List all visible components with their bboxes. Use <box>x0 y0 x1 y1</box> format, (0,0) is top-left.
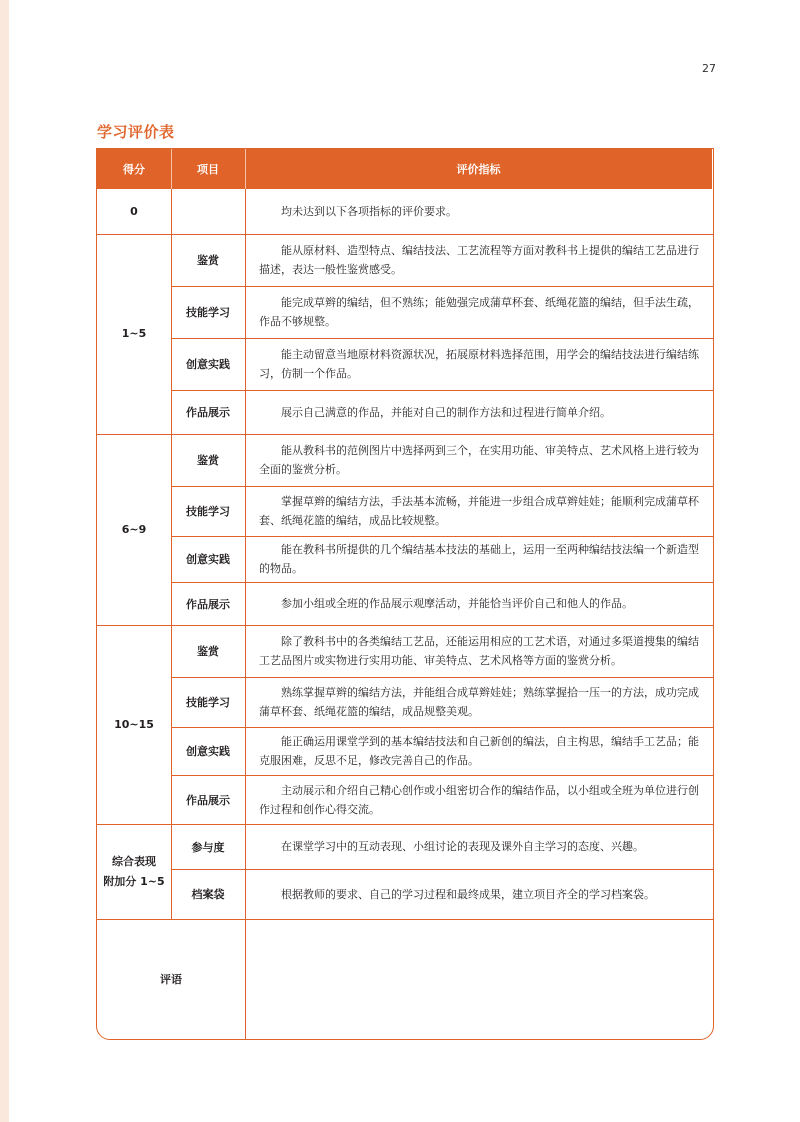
criteria-cell <box>245 434 712 486</box>
criteria-cell <box>245 189 712 234</box>
page-title: 学习评价表 <box>97 123 175 141</box>
item-cell: 技能学习 <box>186 505 230 518</box>
criteria-text: 主动展示和介绍自己精心创作或小组密切合作的编结作品，以小组或全班为单位进行创作过程和创作心得交流。 <box>259 783 699 816</box>
score-cell: 6~9 <box>121 522 147 536</box>
header-criteria: 评价指标 <box>245 149 712 189</box>
score-cell <box>97 824 171 919</box>
page-number: 27 <box>702 62 716 75</box>
criteria-cell <box>245 390 712 434</box>
item-cell: 鉴赏 <box>197 254 219 267</box>
criteria-text: 除了教科书中的各类编结工艺品，还能运用相应的工艺术语，对通过多渠道搜集的编结工艺品图片或实物进行实用功能、审美特点、艺术风格等方面的鉴赏分析。 <box>259 635 699 667</box>
criteria-text: 参加小组或全班的作品展示观摩活动，并能恰当评价自己和他人的作品。 <box>281 597 633 610</box>
criteria-text: 在课堂学习中的互动表现、小组讨论的表现及课外自主学习的态度、兴趣。 <box>281 840 644 853</box>
criteria-cell <box>245 775 712 824</box>
header-divider <box>245 149 246 189</box>
side-strip <box>0 0 9 1122</box>
item-cell: 参与度 <box>191 840 225 854</box>
score-label: 综合表现 <box>112 854 156 868</box>
criteria-text: 能主动留意当地原材料资源状况，拓展原材料选择范围，用学会的编结技法进行编结练习，仿制一个作品。 <box>259 348 699 380</box>
criteria-cell <box>245 727 712 775</box>
score-cell: 10~15 <box>114 717 154 731</box>
criteria-text: 熟练掌握草辫的编结方法，并能组合成草辫娃娃；熟练掌握拾一压一的方法，成功完成蒲草杯套、纸绳花篮的编结，成品规整美观。 <box>259 686 699 718</box>
criteria-cell <box>245 286 712 338</box>
item-cell: 鉴赏 <box>197 454 219 467</box>
item-cell: 创意实践 <box>186 553 230 566</box>
item-cell: 创意实践 <box>186 358 230 371</box>
criteria-text: 根据教师的要求、自己的学习过程和最终成果，建立项目齐全的学习档案袋。 <box>281 887 655 901</box>
header-divider <box>171 149 172 189</box>
item-cell: 创意实践 <box>186 745 230 758</box>
header-score: 得分 <box>97 149 171 189</box>
item-cell: 作品展示 <box>186 597 230 611</box>
criteria-text: 掌握草辫的编结方法，手法基本流畅，并能进一步组合成草辫娃娃；能顺利完成蒲草杯套、纸绳花篮的编结，成品比较规整。 <box>259 495 699 527</box>
criteria-text: 能从教科书的范例图片中选择两到三个，在实用功能、审美特点、艺术风格上进行较为全面的鉴赏分析。 <box>259 444 699 476</box>
header-item: 项目 <box>171 149 245 189</box>
criteria-cell <box>245 625 712 677</box>
score-cell: 1~5 <box>121 327 147 340</box>
criteria-cell <box>245 234 712 286</box>
item-cell: 鉴赏 <box>197 645 219 658</box>
comment-label: 评语 <box>160 973 182 986</box>
score-cell: 0 <box>130 204 138 218</box>
criteria-cell <box>245 677 712 727</box>
criteria-text: 能完成草辫的编结，但不熟练；能勉强完成蒲草杯套、纸绳花篮的编结，但手法生疏，作品不够规整。 <box>259 296 699 328</box>
criteria-text: 能在教科书所提供的几个编结基本技法的基础上，运用一至两种编结技法编一个新造型的物品。 <box>259 543 699 575</box>
comment-field[interactable] <box>245 919 712 1039</box>
criteria-text: 能正确运用课堂学到的基本编结技法和自己新创的编法，自主构思，编结手工艺品；能克服困难，反思不足，修改完善自己的作品。 <box>259 735 699 767</box>
item-cell: 作品展示 <box>186 406 230 419</box>
criteria-text: 能从原材料、造型特点、编结技法、工艺流程等方面对教科书上提供的编结工艺品进行描述，表达一般性鉴赏感受。 <box>259 244 699 276</box>
criteria-cell <box>245 536 712 582</box>
item-cell: 档案袋 <box>191 888 225 901</box>
criteria-text: 展示自己满意的作品，并能对自己的制作方法和过程进行简单介绍。 <box>281 405 611 419</box>
criteria-text: 均未达到以下各项指标的评价要求。 <box>281 205 457 218</box>
item-cell: 作品展示 <box>186 793 230 807</box>
criteria-cell <box>245 486 712 536</box>
score-label: 附加分 1~5 <box>103 874 165 888</box>
item-cell: 技能学习 <box>186 306 230 319</box>
criteria-cell <box>245 869 712 919</box>
criteria-cell <box>245 338 712 390</box>
evaluation-table <box>96 148 714 1040</box>
criteria-cell <box>245 582 712 625</box>
item-cell: 技能学习 <box>186 696 230 709</box>
criteria-cell <box>245 824 712 869</box>
